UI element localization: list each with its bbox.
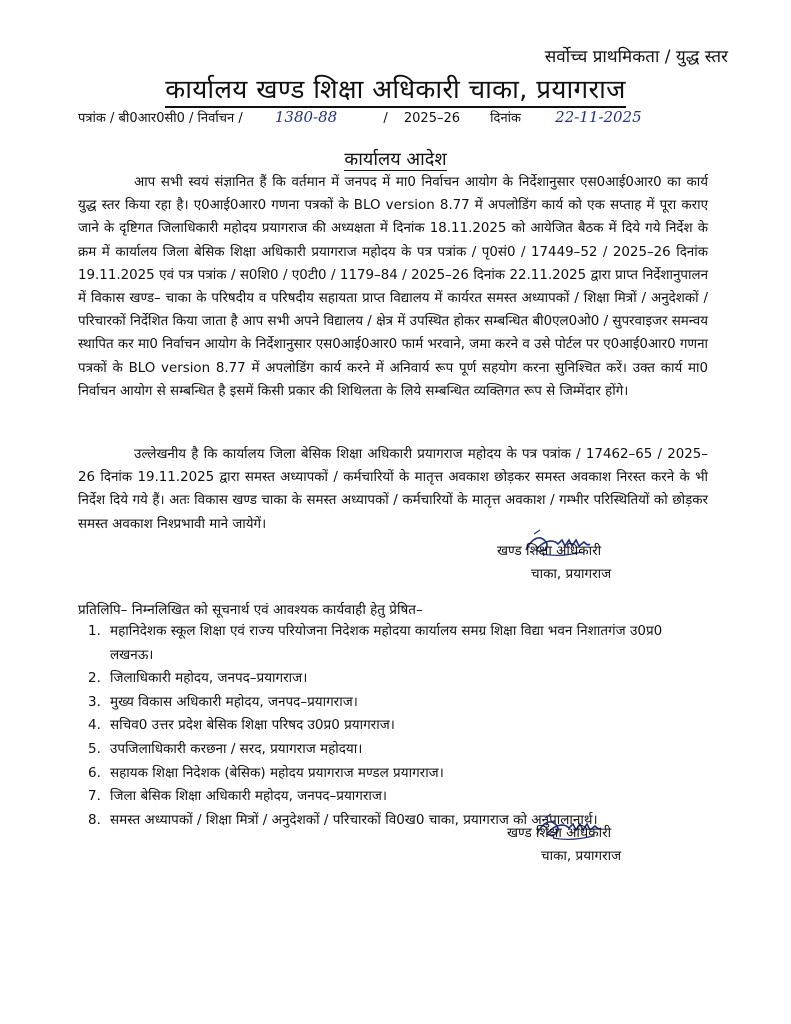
copy-to-heading: प्रतिलिपि– निम्नलिखित को सूचनार्थ एवं आवश्यक कार्यवाही हेतु प्रेषित– bbox=[78, 602, 423, 618]
order-heading bbox=[0, 147, 791, 171]
copy-to-list bbox=[78, 620, 708, 832]
list-item bbox=[78, 785, 708, 809]
list-item-number: 3. bbox=[88, 693, 101, 710]
list-item bbox=[78, 762, 708, 786]
reference-date: 22-11-2025 bbox=[555, 108, 642, 126]
list-item-number: 1. bbox=[88, 623, 101, 639]
list-item-number: 5. bbox=[88, 740, 101, 757]
list-item-text: सचिव0 उत्तर प्रदेश बेसिक शिक्षा परिषद उ0प्र0 प्रयागराज। bbox=[110, 717, 395, 734]
reference-separator: / bbox=[383, 111, 388, 126]
list-item bbox=[78, 714, 708, 738]
signature-block-2 bbox=[507, 822, 621, 868]
order-paragraph-1: आप सभी स्वयं संज्ञानित हैं कि वर्तमान में जनपद में मा0 निर्वाचन आयोग के निर्देशानुसार एस0आई0आर0 का कार्य युद्ध स्तर किया रहा है। ए0आई0आर0 गणना पत्रकों के BLO version 8.77 में अपलोडिंग कार्य को एक सप्ताह में पूरा कराए जाने के दृष्टिगत जिलाधिकारी महोदय प्रयागराज की अध्यक्षता में दिनांक 18.11.2025 को आयेजित बैठक में दिये गये निर्देश के क्रम में कार्यालय जिला बेसिक शिक्षा अधिकारी प्रयागराज महोदय के पत्र पत्रांक / पृ0सं0 / 17449–52 / 2025–26 दिनांक 19.11.2025 एवं पत्र पत्रांक / स0शि0 / ए0टी0 / 1179–84 / 2025–26 दिनांक 22.11.2025 द्वारा प्राप्त निर्देशानुपालन में विकास खण्ड– चाका के परिषदीय व परिषदीय सहायता प्राप्त विद्यालय में कार्यरत समस्त अध्यापकों / शिक्षा मित्रों / अनुदेशकों / परिचारकों निर्देशित किया जाता है आप सभी अपने विद्यालय / क्षेत्र में उपस्थित होकर सम्बन्धित बी0एल0ओ0 / सुपरवाइजर समन्वय स्थापित कर मा0 निर्वाचन आयोग के निर्देशानुसार एस0आई0आर0 फार्म भरवाने, जमा करने व उसे पोर्टल पर ए0आई0आर0 गणना पत्रकों के BLO version 8.77 में अपलोडिंग कार्य करने में अनिवार्य रूप पूर्ण सहयोग करना सुनिश्चित करें। उक्त कार्य मा0 निर्वाचन आयोग से सम्बन्धित है इसमें किसी प्रकार की शिथिलता के लिये सम्बन्धित व्यक्तिगत रूप से जिम्मेंदार होंगे। bbox=[78, 175, 708, 399]
signature-block-1 bbox=[497, 540, 611, 586]
list-item-text: महानिदेशक स्कूल शिक्षा एवं राज्य परियोजना निदेशक महोदया कार्यालय समग्र शिक्षा विद्या भवन निशातगंज उ0प्र0 लखनऊ। bbox=[110, 623, 663, 663]
list-item-number: 7. bbox=[88, 788, 101, 805]
signatory-place: चाका, प्रयागराज bbox=[541, 848, 622, 864]
signatory-place: चाका, प्रयागराज bbox=[531, 566, 612, 582]
list-item-number: 6. bbox=[88, 764, 101, 781]
reference-number: 1380-88 bbox=[274, 108, 338, 126]
list-item-text: उपजिलाधिकारी करछना / सरद, प्रयागराज महोदया। bbox=[110, 740, 363, 757]
list-item-text: सहायक शिक्षा निदेशक (बेसिक) महोदय प्रयागराज मण्डल प्रयागराज। bbox=[110, 764, 444, 781]
list-item-text: जिलाधिकारी महोदय, जनपद–प्रयागराज। bbox=[110, 670, 308, 687]
list-item bbox=[78, 620, 708, 667]
list-item-text: समस्त अध्यापकों / शिक्षा मित्रों / अनुदेशकों / परिचारकों वि0ख0 चाका, प्रयागराज को अनुपालानार्थ। bbox=[110, 811, 598, 828]
list-item bbox=[78, 738, 708, 762]
office-title-text: कार्यालय खण्ड शिक्षा अधिकारी चाका, प्रयागराज bbox=[165, 75, 625, 108]
signatory-designation: खण्ड शिक्षा अधिकारी bbox=[497, 543, 602, 559]
date-label: दिनांक bbox=[490, 111, 522, 126]
list-item bbox=[78, 691, 708, 715]
list-item-text: जिला बेसिक शिक्षा अधिकारी महोदय, जनपद–प्रयागराज। bbox=[110, 788, 388, 805]
list-item-number: 8. bbox=[88, 811, 101, 828]
list-item-text: मुख्य विकास अधिकारी महोदय, जनपद–प्रयागराज। bbox=[110, 693, 358, 710]
list-item-number: 4. bbox=[88, 717, 101, 734]
order-paragraph-2: उल्लेखनीय है कि कार्यालय जिला बेसिक शिक्षा अधिकारी प्रयागराज महोदय के पत्र पत्रांक / 17462–65 / 2025–26 दिनांक 19.11.2025 द्वारा समस्त अध्यापकों / कर्मचारियों के मातृत्त अवकाश छोड़कर समस्त अवकाश निरस्त करने के भी निर्देश दिये गये हैं। अतः विकास खण्ड चाका के समस्त अध्यापकों / कर्मचारियों के मातृत्त अवकाश / गम्भीर परिस्थितियों को छोड़कर समस्त अवकाश निश्प्रभावी माने जायेगें। bbox=[78, 447, 708, 532]
reference-session: 2025–26 bbox=[403, 111, 461, 126]
office-title bbox=[0, 70, 791, 106]
list-item-number: 2. bbox=[88, 670, 101, 687]
order-heading-text: कार्यालय आदेश bbox=[344, 149, 447, 170]
reference-row bbox=[78, 108, 642, 126]
reference-label: पत्रांक / बी0आर0सी0 / निर्वाचन / bbox=[78, 111, 243, 126]
priority-label: सर्वोच्च प्राथमिकता / युद्ध स्तर bbox=[544, 47, 728, 67]
signatory-designation: खण्ड शिक्षा अधिकारी bbox=[507, 825, 612, 841]
list-item bbox=[78, 667, 708, 691]
